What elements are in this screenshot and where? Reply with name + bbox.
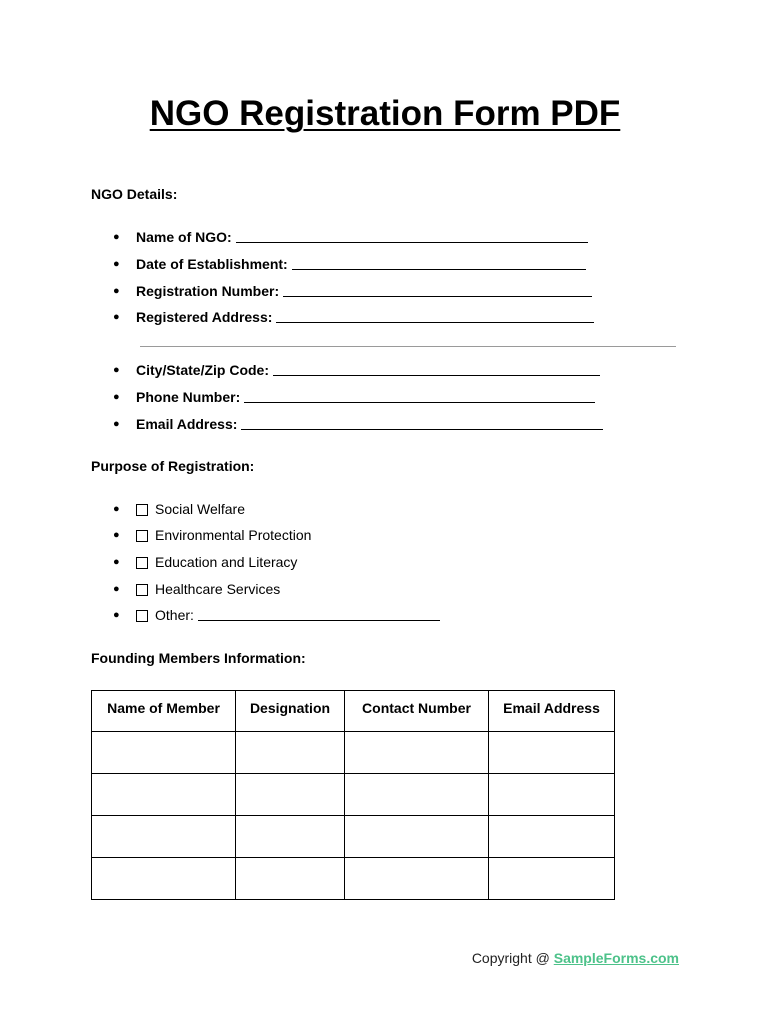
field-phone-number[interactable]: ● Phone Number: [113, 387, 595, 407]
table-cell[interactable] [92, 732, 236, 774]
field-registered-address[interactable]: ● Registered Address: [113, 307, 594, 327]
other-purpose-blank[interactable] [198, 606, 440, 621]
checkbox-icon[interactable] [136, 557, 148, 569]
table-cell[interactable] [489, 774, 615, 816]
table-cell[interactable] [489, 732, 615, 774]
field-city-state-zip[interactable]: ● City/State/Zip Code: [113, 360, 600, 380]
option-social-welfare[interactable]: ● Social Welfare [113, 501, 246, 517]
table-cell[interactable] [345, 816, 489, 858]
bullet-icon: ● [113, 391, 120, 403]
field-date-of-establishment[interactable]: ● Date of Establishment: [113, 254, 586, 274]
checkbox-icon[interactable] [136, 584, 148, 596]
name-of-ngo-blank[interactable] [236, 228, 588, 243]
table-cell[interactable] [345, 774, 489, 816]
column-header-name: Name of Member [92, 691, 236, 732]
city-state-zip-blank[interactable] [273, 361, 600, 376]
bullet-icon: ● [113, 609, 120, 621]
phone-number-blank[interactable] [244, 388, 595, 403]
table-cell[interactable] [345, 732, 489, 774]
table-cell[interactable] [489, 816, 615, 858]
bullet-icon: ● [113, 556, 120, 568]
option-healthcare-services[interactable]: ● Healthcare Services [113, 581, 281, 597]
brand-link[interactable]: SampleForms.com [553, 950, 679, 966]
bullet-icon: ● [113, 503, 120, 515]
field-registration-number[interactable]: ● Registration Number: [113, 281, 592, 301]
members-heading: Founding Members Information: [91, 650, 306, 666]
checkbox-icon[interactable] [136, 530, 148, 542]
table-row [92, 858, 615, 900]
table-row [92, 732, 615, 774]
registration-number-blank[interactable] [283, 282, 592, 297]
table-cell[interactable] [92, 858, 236, 900]
bullet-icon: ● [113, 418, 120, 430]
table-cell[interactable] [236, 858, 345, 900]
bullet-icon: ● [113, 311, 120, 323]
bullet-icon: ● [113, 231, 120, 243]
column-header-email: Email Address [489, 691, 615, 732]
checkbox-icon[interactable] [136, 504, 148, 516]
page-title: NGO Registration Form PDF [149, 94, 621, 133]
field-name-of-ngo[interactable]: ● Name of NGO: [113, 227, 588, 247]
ngo-details-heading: NGO Details: [91, 186, 178, 202]
founding-members-table [91, 690, 615, 900]
registered-address-continuation-line[interactable] [140, 346, 676, 347]
copyright-notice [472, 950, 679, 966]
bullet-icon: ● [113, 364, 120, 376]
date-of-establishment-blank[interactable] [292, 255, 586, 270]
table-cell[interactable] [92, 774, 236, 816]
option-education-literacy[interactable]: ● Education and Literacy [113, 554, 298, 570]
bullet-icon: ● [113, 583, 120, 595]
bullet-icon: ● [113, 285, 120, 297]
table-cell[interactable] [92, 816, 236, 858]
table-cell[interactable] [236, 774, 345, 816]
table-row [92, 774, 615, 816]
column-header-contact: Contact Number [345, 691, 489, 732]
column-header-designation: Designation [236, 691, 345, 732]
field-email-address[interactable]: ● Email Address: [113, 414, 603, 434]
bullet-icon: ● [113, 258, 120, 270]
table-cell[interactable] [345, 858, 489, 900]
table-cell[interactable] [489, 858, 615, 900]
checkbox-icon[interactable] [136, 610, 148, 622]
option-environmental-protection[interactable]: ● Environmental Protection [113, 527, 312, 543]
purpose-heading: Purpose of Registration: [91, 458, 255, 474]
table-cell[interactable] [236, 732, 345, 774]
registered-address-blank[interactable] [276, 308, 594, 323]
table-header-row [92, 691, 615, 732]
table-cell[interactable] [236, 816, 345, 858]
table-row [92, 816, 615, 858]
bullet-icon: ● [113, 529, 120, 541]
email-address-blank[interactable] [241, 415, 603, 430]
option-other[interactable]: ● Other: [113, 605, 440, 625]
copyright-prefix: Copyright @ [471, 950, 554, 966]
